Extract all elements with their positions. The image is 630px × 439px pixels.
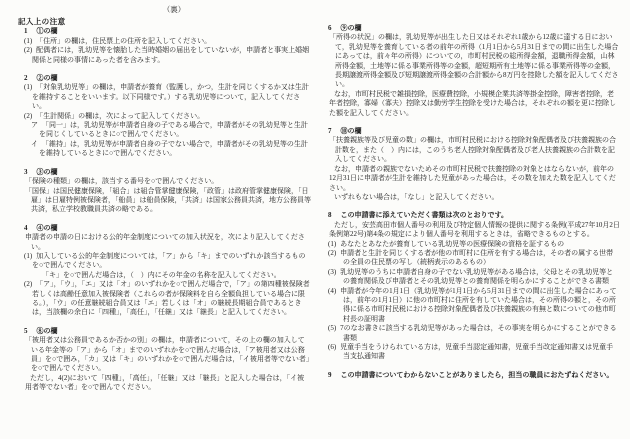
section-9 [322, 371, 620, 380]
section-heading [322, 211, 620, 220]
section-heading [18, 168, 311, 177]
section-title: ⑩の欄 [340, 127, 362, 136]
list-item [18, 112, 311, 121]
item-marker: (2) [328, 248, 337, 257]
item-text: 「生計関係」の欄は，次によって記入してください。 [36, 111, 205, 120]
paragraph: 「被用者又は公務員であるか否かの別」の欄は，申請者について，その上の欄の加入している年金等の「ア」から「オ」までのいずれかを○で囲んだ場合は，「ア被用者又は公務員」を○で囲み，「カ」又は「キ」のいずれかを○で囲んだ場合は，「イ被用者等でない者」を○で囲んでください。 [25, 336, 310, 373]
list-item [322, 343, 620, 362]
list-item [322, 249, 620, 268]
item-text: 「対象乳幼児等」の欄は，申請者が養育（監護し，かつ，生計を同じくするか又は生計を維持することをいいます。以下同様です。）する乳幼児等について，記入してください。 [32, 83, 309, 111]
section-number: 8 [328, 211, 332, 220]
right-column [322, 24, 620, 380]
section-5 [18, 327, 311, 393]
paragraph: ただし，4(2)において「四種」，「高任」，「任継」又は「継長」と記入した場合は，「イ被用者等でない者」を○で囲んでください。 [25, 373, 305, 392]
page-title: 記入上の注意 [18, 17, 66, 26]
sub-list-item [18, 140, 311, 159]
paragraph: 「保険の種類」の欄は，該当する番号を○で囲んでください。 [25, 177, 219, 186]
list-item [18, 280, 311, 318]
item-text: 申請者と生計を同じくする者が他の市町村に住所を有する場合は，その者の属する世帯の全員の住民票の写し（続柄表示のあるもの） [340, 248, 614, 267]
item-marker: (5) [328, 324, 337, 333]
section-title: ⑨の欄 [340, 24, 362, 32]
item-marker: イ [31, 139, 38, 148]
item-text: 配偶者には，乳幼児等を懐胎した当時婚姻の届出をしていないが，申請者と事実上婚姻関係と同様の事情にあった者を含みます。 [32, 46, 310, 64]
item-text: 「同一」は，乳幼児等が申請者自身の子である場合で，申請者がその乳幼児等と生計を同じくしているときに○で囲んでください。 [39, 121, 308, 139]
paragraph: なお，市町村民税で雑損控除，医療費控除，小規模企業共済等掛金控除，障害者控除，老年者控除，寡婦（寡夫）控除又は勤労学生控除を受けた場合は，それぞれの額を更に控除した額を記入してください。 [329, 89, 616, 117]
section-number: 3 [24, 167, 28, 176]
section-2 [18, 74, 311, 159]
section-number: 5 [24, 326, 28, 335]
section-title: ③の欄 [36, 167, 58, 176]
paragraph: 申請者の申請の日における公的年金制度についての加入状況を，次により記入してください。 [25, 233, 305, 251]
item-marker: (3) [328, 267, 337, 276]
item-text: 乳幼児等のうちに申請者自身の子でない乳幼児等がある場合は，父母とその乳幼児等との養育関係及び申請者とその乳幼児等との養育関係を明らかにすることができる書類 [340, 267, 614, 286]
section-4 [18, 224, 311, 318]
section-heading [322, 24, 620, 33]
item-text: 7のなお書きに該当する乳幼児等があった場合は，その事実を明らかにすることができる書類 [340, 324, 617, 342]
list-item [18, 252, 311, 271]
section-7 [322, 127, 620, 202]
list-item [322, 268, 620, 287]
paragraph: 「扶養親族等及び児童の数」の欄は，市町村民税における控除対象配偶者及び扶養親族の合計数を，また（ ）内には，このうち老人控除対象配偶者及び老人扶養親族の合計数を記入してください。 [329, 136, 616, 164]
section-title: この申請書に添えていただく書類は次のとおりです。 [340, 211, 508, 220]
item-marker: (1) [24, 251, 33, 260]
item-marker: (4) [328, 286, 337, 295]
sub-list-item [18, 121, 311, 140]
section-3 [18, 168, 311, 215]
list-item [322, 287, 620, 325]
list-item [322, 324, 620, 343]
paragraph: いずれもない場合は，「なし」と記入してください。 [334, 192, 499, 201]
page-side-label: （裏） [162, 5, 186, 14]
paragraph: 「キ」を○で囲んだ場合は，（ ）内にその年金の名称を記入してください。 [42, 270, 281, 279]
list-item [18, 37, 311, 46]
item-text: 「住所」の欄は，住民票上の住所を記入してください。 [36, 36, 212, 45]
section-number: 6 [328, 24, 332, 32]
item-marker: (2) [24, 280, 33, 289]
section-1 [18, 27, 311, 65]
item-marker: (2) [24, 111, 33, 120]
item-marker: (2) [24, 46, 33, 55]
paragraph: ただし，安芸高田市個人番号の利用及び特定個人情報の提供に関する条例(平成27年10月2日条例第22号)第4条の規定により個人番号を利用するときは，省略できるものとする。 [329, 220, 620, 239]
item-marker: (1) [328, 239, 337, 248]
item-text: 児童手当をうけられている方は，児童手当認定通知書，児童手当改定通知書又は児童手当支払通知書 [340, 343, 614, 361]
left-column [18, 17, 311, 393]
section-number: 1 [24, 27, 28, 36]
item-marker: (6) [328, 343, 337, 351]
section-heading [18, 327, 311, 336]
list-item [18, 83, 311, 111]
section-title: この申請書についてわからないことがありましたら，担当の職員におたずねください。 [340, 370, 614, 379]
item-text: 「ア」，「ウ」，「エ」又は「オ」のいずれかを○で囲んだ場合で，「ア」の第四種被保険者若しくは高齢任意加入被保険者（これらの者が保険料を自ら全額負担している場合に限る。），「ウ」の任意継続組合員又は「エ」若しくは「オ」の継続長期組合員であるときは，当該欄の余白に「四種」，「高任」，「任継」又は「継長」と記入してください。 [32, 280, 310, 317]
item-marker: ア [31, 121, 38, 130]
section-title: ⑧の欄 [36, 326, 58, 335]
paragraph: 「国保」は国民健康保険，「組合」は組合管掌健康保険，「政管」は政府管掌健康保険，「日雇」は日雇特例被保険者，「船員」は船員保険，「共済」は国家公務員共済，地方公務員等共済，私立学校教職員共済の略である。 [25, 186, 311, 214]
list-item [18, 46, 311, 65]
section-heading [18, 27, 311, 36]
item-text: 加入している公的年金制度については，「ア」から「キ」までのいずれか該当するものを○で囲んでください。 [32, 251, 306, 270]
section-number: 7 [328, 127, 332, 136]
list-item [322, 240, 620, 249]
paragraph: 「所得の状況」の欄は，乳幼児等が出生した日又はそれぞれ1歳から12歳に達する日において，乳幼児等を養育している者の前年の所得（1月1日から5月31日までの間に出生した場合にあっては，前々年の所得）についての，市町村民税の総所得金額，退職所得金額，山林所得金額，土地等に係る事業所得等の金額，超短期所有土地等に係る事業所得等の金額，長期譲渡所得金額及び短期譲渡所得金額の合計額から8万円を控除した額を記入してください。 [329, 33, 619, 89]
section-title: ①の欄 [36, 27, 58, 36]
section-heading [322, 371, 620, 380]
section-title: ④の欄 [36, 223, 58, 232]
section-6 [322, 24, 620, 118]
section-number: 9 [328, 370, 332, 379]
section-heading [18, 224, 311, 233]
section-8 [322, 211, 620, 362]
paragraph: なお，申請者の親族でないためその市町村民税で扶養控除の対象とはならないが，前年の12月31日に申請者が生計を維持した児童があった場合は，その数を加えた数を記入してください。 [329, 164, 616, 192]
item-text: 申請者が今年の1月1日（乳幼児等が1月1日から5月31日までの間に出生した場合にあっては，前年の1月1日）に他の市町村に住所を有していた場合は，その所得の額と，その所得に係る市町村民税における控除対象配偶者及び扶養親族の有無と数についての他市町村長の証明書 [340, 286, 617, 323]
item-marker: (1) [24, 36, 33, 45]
item-text: あなたとあなたが養育している乳幼児等の医療保険の資格を証するもの [340, 239, 565, 248]
section-number: 4 [24, 223, 28, 232]
item-marker: (1) [24, 83, 33, 92]
item-text: 「維持」は，乳幼児等が申請者自身の子でない場合で，申請者がその乳幼児等の生計を維持しているときに○で囲んでください。 [39, 139, 308, 158]
section-number: 2 [24, 74, 28, 83]
section-title: ②の欄 [36, 74, 58, 83]
